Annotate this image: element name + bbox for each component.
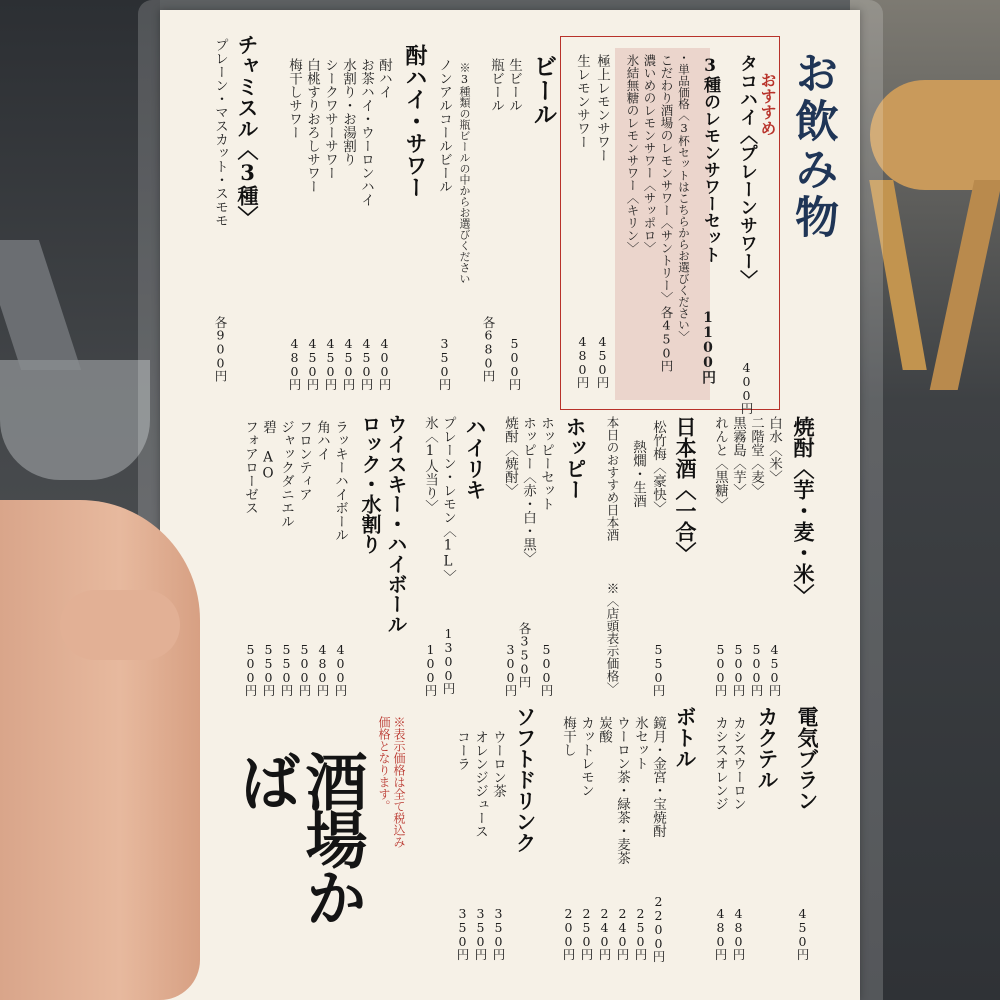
- shochu-price: 500円: [731, 642, 746, 696]
- whisky-item: 角ハイ: [314, 420, 330, 461]
- sake-item: 熱燗・生酒: [630, 440, 646, 508]
- hoppy-price: 各350円: [517, 622, 532, 687]
- chuhai-price: 400円: [377, 336, 392, 390]
- chamisul-price: 各900円: [213, 316, 228, 381]
- sake-item: 松竹梅〈豪快〉: [650, 420, 666, 515]
- bottle-price: 240円: [615, 906, 630, 960]
- hoppy-item: 焼酎〈焼酎〉: [502, 416, 518, 497]
- bottle-price: 200円: [561, 906, 576, 960]
- whisky-price: 480円: [315, 642, 330, 696]
- shochu-item: 白水〈米〉: [766, 416, 782, 484]
- hairiki-item: 氷〈1人当り〉: [422, 416, 438, 513]
- lemon-set-note: ・単品価格〈3杯セットはこちらからお選びください〉: [677, 52, 691, 342]
- shochu-price: 500円: [749, 642, 764, 696]
- soft-drink-price: 350円: [455, 906, 470, 960]
- shochu-item: 二階堂〈麦〉: [748, 416, 764, 497]
- chuhai-item: 梅干しサワー: [286, 58, 302, 139]
- chuhai-title: 酎ハイ・サワー: [402, 44, 428, 198]
- shochu-title: 焼酎〈芋・麦・米〉: [791, 416, 816, 605]
- lemon-lines-price: 各450円: [659, 306, 674, 371]
- wooden-stool-seat: [870, 80, 1000, 190]
- bottle-item: ウーロン茶・緑茶・麦茶: [614, 716, 630, 865]
- hoppy-price: 300円: [503, 642, 518, 696]
- bottle-title: ボトル: [673, 706, 698, 769]
- whisky-price: 550円: [279, 642, 294, 696]
- chamisul-item: プレーン・マスカット・スモモ: [212, 38, 228, 227]
- beer-price: 500円: [507, 336, 522, 390]
- beer-item: 瓶ビール: [488, 58, 504, 112]
- chamisul-title: チャミスル〈3種〉: [235, 34, 260, 227]
- whisky-subtitle: ロック・水割り: [358, 414, 382, 554]
- cocktail-title: カクテル: [755, 706, 780, 790]
- sake-note: ※〈店頭表示価格〉: [605, 582, 620, 695]
- soft-drink-price: 350円: [491, 906, 506, 960]
- denki-bran-price: 450円: [795, 906, 810, 960]
- hairiki-price: 100円: [423, 642, 438, 696]
- whisky-price: 500円: [297, 642, 312, 696]
- soft-drink-item: オレンジジュース: [472, 730, 488, 838]
- whisky-title: ウイスキー・ハイボール: [384, 414, 408, 634]
- whisky-item: 碧 AO: [260, 420, 276, 482]
- beer-price: 350円: [437, 336, 452, 390]
- sake-price: 550円: [651, 642, 666, 696]
- shochu-item: 黒霧島〈芋〉: [730, 416, 746, 497]
- cocktail-item: カシスウーロン: [730, 716, 746, 811]
- chuhai-price: 480円: [287, 336, 302, 390]
- beer-price: 各680円: [481, 316, 496, 381]
- chuhai-price: 450円: [359, 336, 374, 390]
- tax-note: ※表示価格は全て税込み価格となります。: [377, 716, 406, 848]
- whisky-price: 550円: [261, 642, 276, 696]
- recommend-item: タコハイ〈プレーンサワー〉: [737, 54, 758, 288]
- soft-drink-price: 350円: [473, 906, 488, 960]
- beer-note: ※3種類の瓶ビールの中からお選びください: [458, 62, 471, 284]
- cocktail-price: 480円: [713, 906, 728, 960]
- beer-title: ビール: [529, 54, 558, 126]
- beer-item: 生ビール: [506, 58, 522, 112]
- bottle-price: 250円: [633, 906, 648, 960]
- extra-sour-2-price: 480円: [575, 334, 590, 388]
- extra-sour-1: 極上レモンサワー: [594, 54, 610, 162]
- lemon-line-3: 氷結無糖のレモンサワー〈キリン〉: [625, 54, 640, 254]
- bottle-item: 炭酸: [596, 716, 612, 743]
- soft-drink-item: コーラ: [454, 730, 470, 771]
- hoppy-item: ホッピー〈赤・白・黒〉: [520, 416, 536, 565]
- bottle-item: カットレモン: [578, 716, 594, 797]
- hairiki-price: 1300円: [441, 626, 456, 694]
- hand: [0, 500, 200, 1000]
- chuhai-price: 450円: [341, 336, 356, 390]
- bottle-price: 250円: [579, 906, 594, 960]
- bottle-item: 鏡月・金宮・宝焼酎: [650, 716, 666, 838]
- lemon-line-2: 濃いめのレモンサワー〈サッポロ〉: [642, 54, 657, 254]
- drink-menu-card: [160, 10, 860, 1000]
- chuhai-item: 白桃すりおろしサワー: [304, 58, 320, 193]
- chuhai-item: 水割り・お湯割り: [340, 58, 356, 166]
- whisky-item: ラッキーハイボール: [332, 420, 348, 542]
- whisky-price: 400円: [333, 642, 348, 696]
- shochu-price: 500円: [713, 642, 728, 696]
- shochu-price: 450円: [767, 642, 782, 696]
- whisky-price: 500円: [243, 642, 258, 696]
- hairiki-title: ハイリキ: [463, 416, 488, 500]
- bottle-price: 240円: [597, 906, 612, 960]
- bottle-price: 2200円: [651, 894, 666, 962]
- chuhai-item: お茶ハイ・ウーロンハイ: [358, 58, 374, 207]
- shochu-item: れんと〈黒糖〉: [712, 416, 728, 511]
- lemon-line-1: こだわり酒場のレモンサワー〈サントリー〉: [659, 54, 674, 304]
- recommend-label: おすすめ: [758, 72, 777, 136]
- whisky-item: ジャックダニエル: [278, 420, 294, 528]
- chuhai-price: 450円: [305, 336, 320, 390]
- sake-item: 本日のおすすめ日本酒: [605, 416, 620, 541]
- extra-sour-2: 生レモンサワー: [574, 54, 590, 149]
- hairiki-item: プレーン・レモン〈1L〉: [440, 416, 456, 583]
- chuhai-price: 450円: [323, 336, 338, 390]
- whisky-item: フォアローゼス: [242, 420, 258, 515]
- hoppy-item: ホッピーセット: [538, 416, 554, 511]
- chuhai-item: シークワサーサワー: [322, 58, 338, 180]
- lemon-set-title: 3種のレモンサワーセット: [700, 56, 720, 263]
- recommend-item-price: 400円: [739, 360, 754, 414]
- soft-drink-item: ウーロン茶: [490, 730, 506, 798]
- bottle-item: 氷セット: [632, 716, 648, 770]
- store-logo: 酒場かば: [229, 750, 368, 924]
- hoppy-title: ホッピー: [563, 416, 588, 500]
- menu-title: お飲み物: [787, 50, 838, 242]
- denki-bran-title: 電気ブラン: [795, 706, 820, 811]
- lemon-set-price: 1100円: [700, 310, 716, 383]
- extra-sour-1-price: 450円: [595, 334, 610, 388]
- beer-item: ノンアルコールビール: [436, 58, 452, 193]
- stool-base: [0, 360, 150, 480]
- whisky-item: フロンティア: [296, 420, 312, 501]
- finger: [60, 590, 180, 660]
- cocktail-item: カシスオレンジ: [712, 716, 728, 811]
- chuhai-item: 酎ハイ: [376, 58, 392, 99]
- soft-drink-title: ソフトドリンク: [513, 706, 538, 853]
- bottle-item: 梅干し: [560, 716, 576, 757]
- cocktail-price: 480円: [731, 906, 746, 960]
- hoppy-price: 500円: [539, 642, 554, 696]
- sake-title: 日本酒〈一合〉: [673, 416, 698, 563]
